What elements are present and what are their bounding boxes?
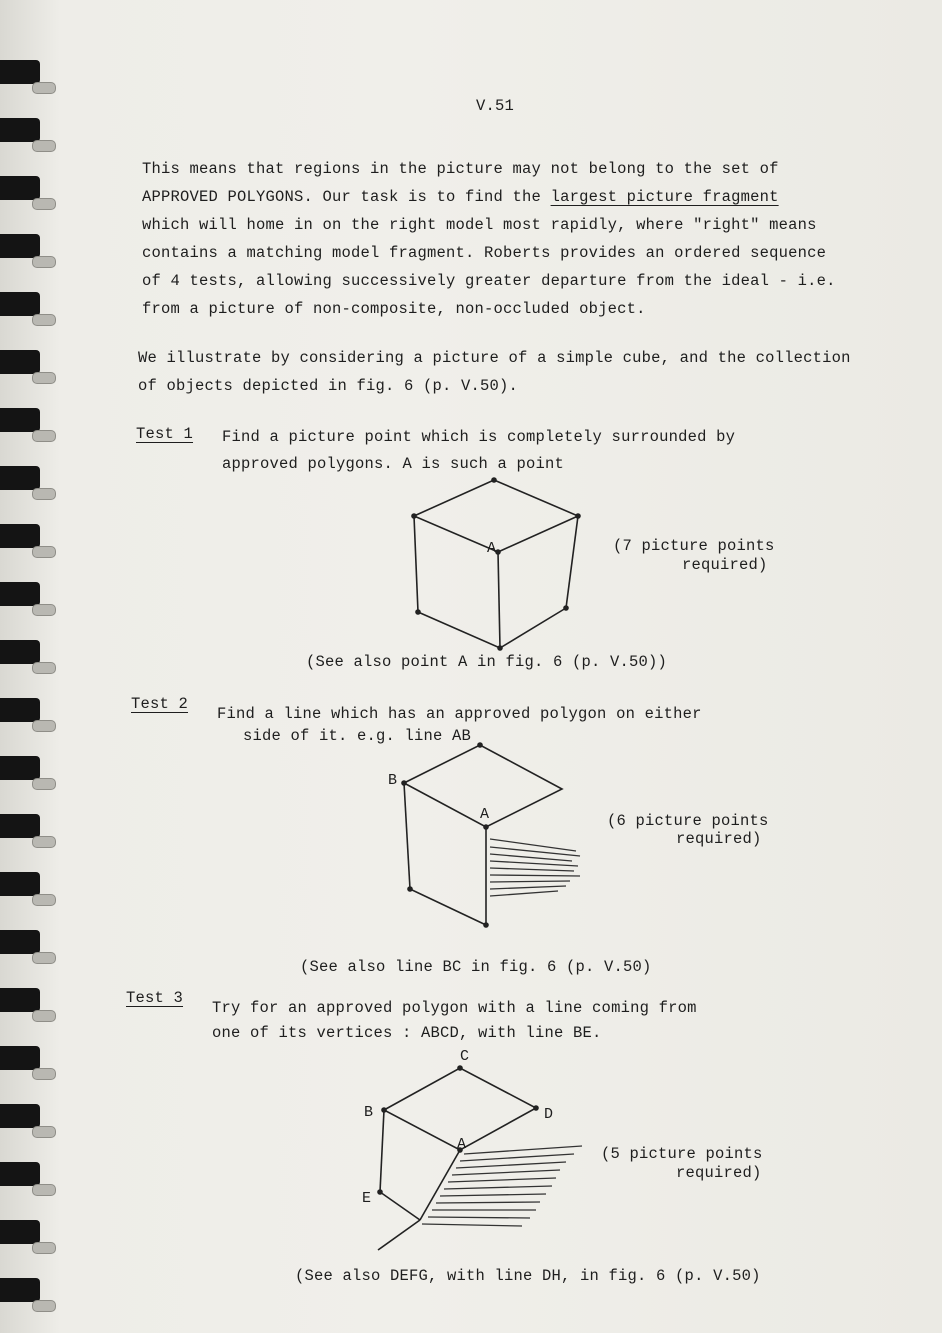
test2-line-1: Find a line which has an approved polygon on either [217,705,702,723]
test3-heading: Test 3 [126,989,184,1007]
test1-cube-diagram [400,470,590,660]
test3-label-d: D [544,1106,554,1123]
test3-label-a: A [457,1136,467,1153]
test3-note-2: required) [676,1164,762,1182]
test1-line-2: approved polygons. A is such a point [222,455,565,473]
test3-label-e: E [362,1190,372,1207]
test1-note-2: required) [682,556,768,574]
test3-note-1: (5 picture points [601,1145,763,1163]
test2-heading: Test 2 [131,695,189,713]
intro-line-3: which will home in on the right model most rapidly, where "right" means [142,216,817,234]
test1-note-1: (7 picture points [613,537,775,555]
test2-cube-diagram [390,735,590,935]
intro-line-6: from a picture of non-composite, non-occluded object. [142,300,646,318]
test3-cube-diagram [360,1050,590,1250]
test2-label-b: B [388,772,398,789]
test3-label-b: B [364,1104,374,1121]
test2-note-1: (6 picture points [607,812,769,830]
illustrate-line-1: We illustrate by considering a picture of a simple cube, and the collection [138,349,851,367]
test3-line-2: one of its vertices : ABCD, with line BE. [212,1024,602,1042]
test1-heading: Test 1 [136,425,194,443]
test1-line-1: Find a picture point which is completely surrounded by [222,428,736,446]
test2-label-a: A [480,806,490,823]
test1-label-a: A [487,540,497,557]
test3-label-c: C [460,1048,470,1065]
spiral-binding [0,0,60,1333]
test2-note-2: required) [676,830,762,848]
illustrate-line-2: of objects depicted in fig. 6 (p. V.50). [138,377,519,395]
test2-line-2: side of it. e.g. line AB [243,727,472,745]
intro-line-5: of 4 tests, allowing successively greater departure from the ideal - i.e. [142,272,836,290]
test1-caption: (See also point A in fig. 6 (p. V.50)) [306,653,668,671]
intro-line-2: APPROVED POLYGONS. Our task is to find the largest picture fragment [142,188,779,206]
intro-line-1: This means that regions in the picture may not belong to the set of [142,160,779,178]
test3-line-1: Try for an approved polygon with a line coming from [212,999,697,1017]
intro-line-4: contains a matching model fragment. Roberts provides an ordered sequence [142,244,827,262]
test3-caption: (See also DEFG, with line DH, in fig. 6 (p. V.50) [295,1267,761,1285]
page-number: V.51 [476,97,515,115]
largest-picture-fragment-underlined: largest picture fragment [550,188,779,206]
test2-caption: (See also line BC in fig. 6 (p. V.50) [300,958,652,976]
